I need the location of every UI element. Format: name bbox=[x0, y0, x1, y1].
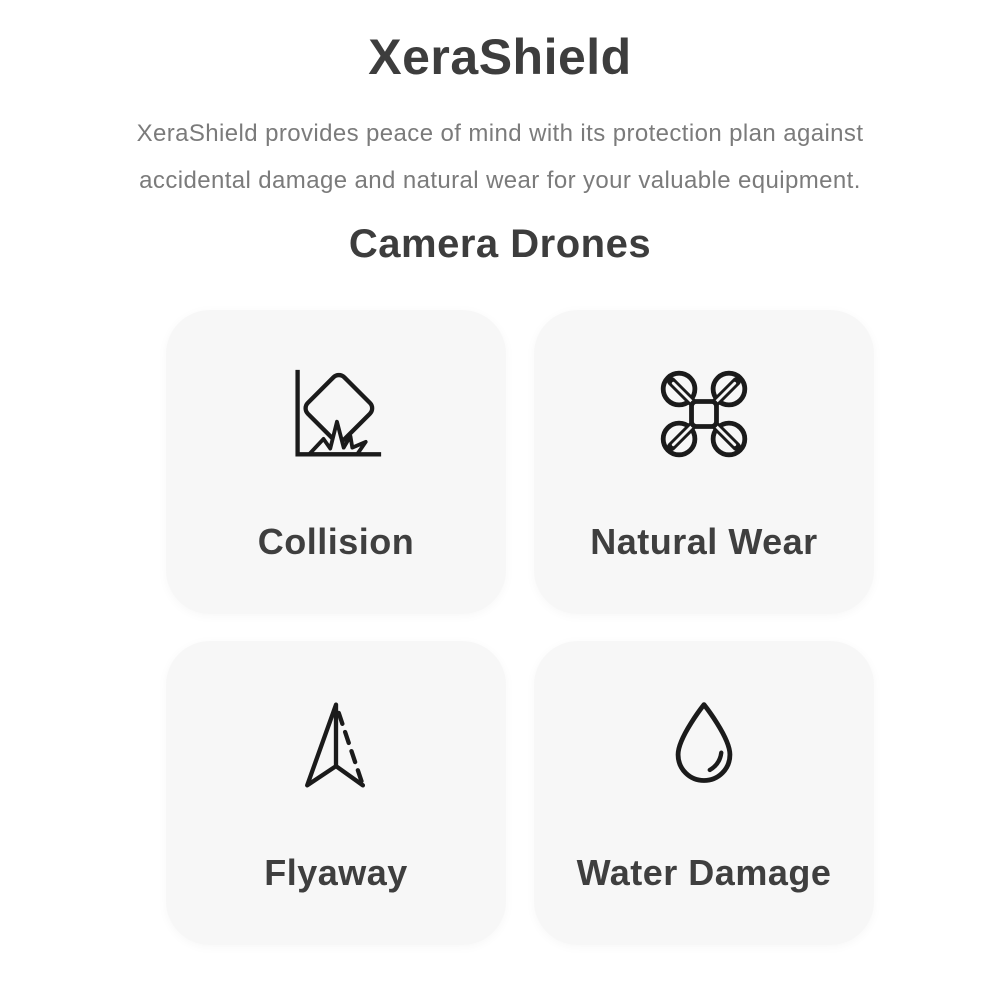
water-drop-icon bbox=[656, 697, 752, 793]
paper-plane-icon bbox=[288, 697, 384, 793]
section-heading: Camera Drones bbox=[348, 222, 652, 266]
card-label: Flyaway bbox=[264, 852, 408, 893]
card-label: Water Damage bbox=[576, 852, 832, 893]
coverage-card-collision bbox=[166, 310, 506, 614]
page-title: XeraShield bbox=[368, 29, 632, 85]
coverage-card-grid bbox=[166, 310, 874, 945]
card-label: Collision bbox=[257, 521, 415, 562]
coverage-card-water-damage bbox=[534, 641, 874, 945]
plan-description-line-2: accidental damage and natural wear for your valuable equipment. bbox=[139, 167, 861, 194]
coverage-card-natural-wear bbox=[534, 310, 874, 614]
coverage-card-flyaway bbox=[166, 641, 506, 945]
drone-icon bbox=[656, 366, 752, 462]
card-label: Natural Wear bbox=[590, 521, 818, 562]
plan-description-line-1: XeraShield provides peace of mind with its protection plan against bbox=[136, 120, 864, 147]
collision-impact-icon bbox=[288, 366, 384, 462]
plan-description bbox=[90, 110, 910, 204]
